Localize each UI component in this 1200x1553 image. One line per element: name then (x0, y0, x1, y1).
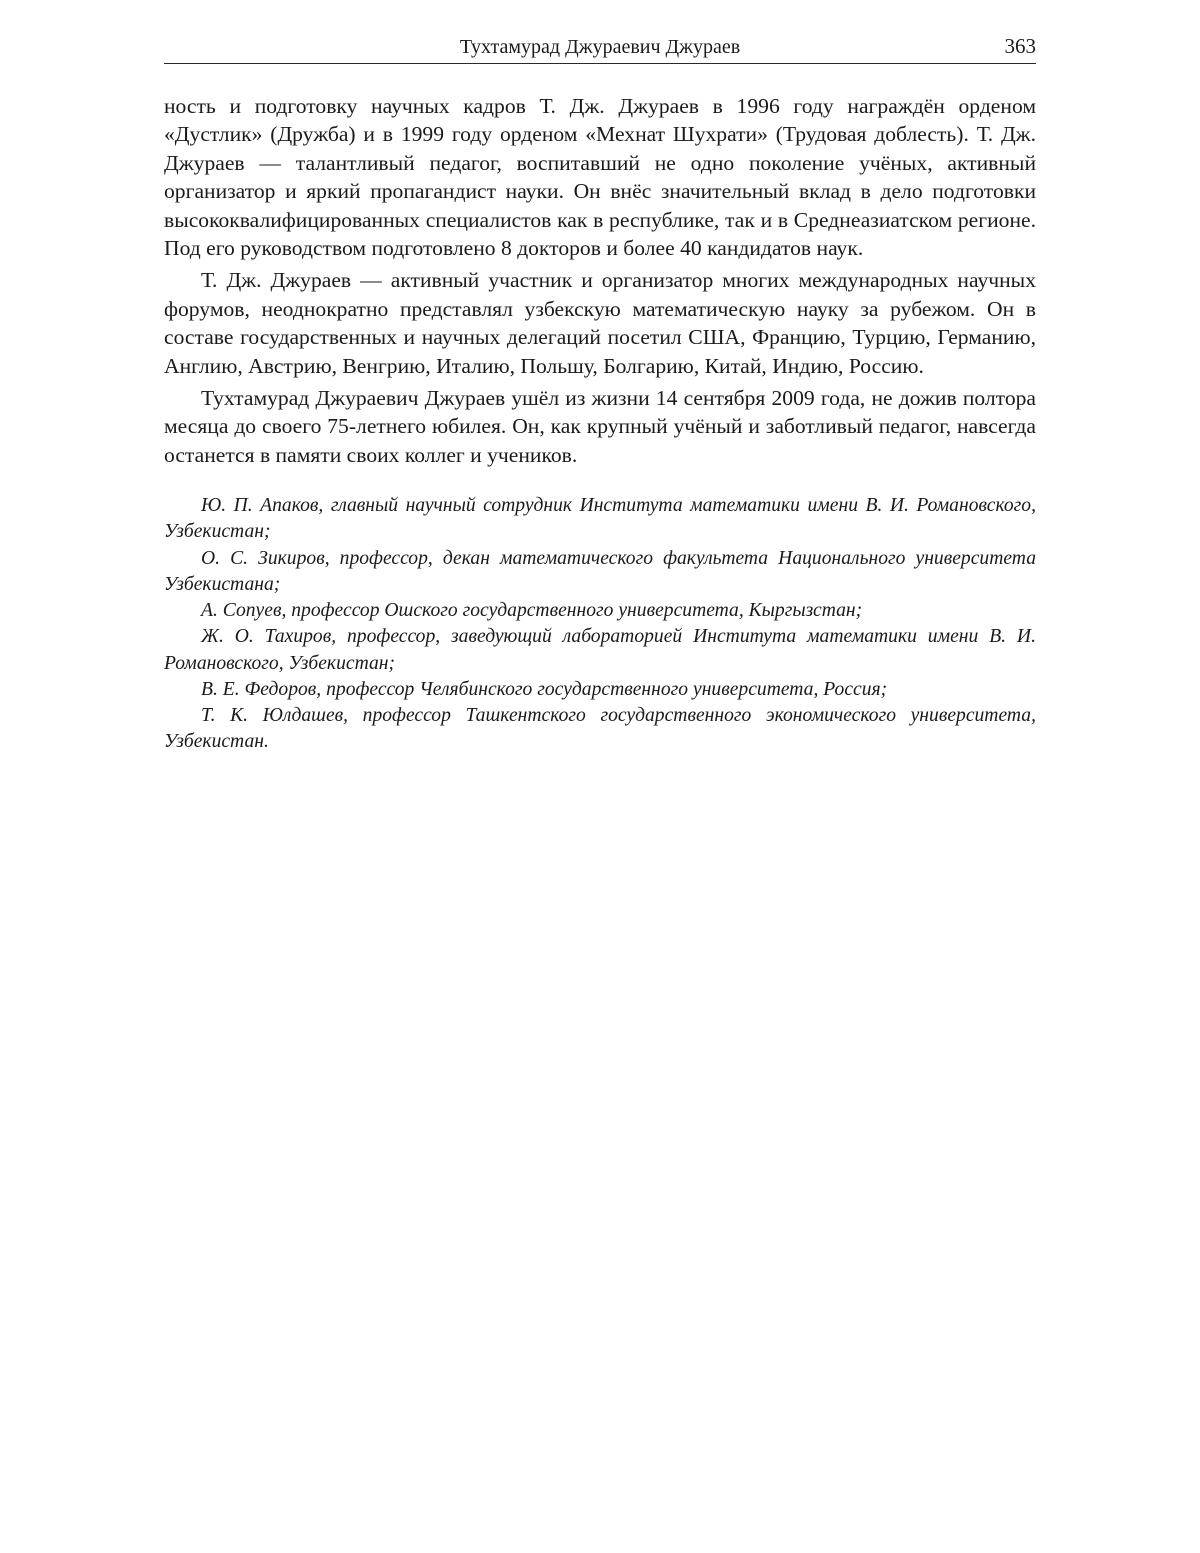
running-title: Тухтамурад Джураевич Джураев (164, 36, 1036, 59)
running-header (164, 30, 1036, 64)
paper-page (164, 30, 1036, 755)
signature-takhirov: Ж. О. Тахиров, профессор, заведующий лабораторией Института математики имени В. И. Романовского, Узбекистан; (164, 624, 1036, 676)
signature-zikirov: О. С. Зикиров, профессор, декан математического факультета Национального университета Узбекистана; (164, 546, 1036, 598)
signature-apakov: Ю. П. Апаков, главный научный сотрудник Института математики имени В. И. Романовского, Узбекистан; (164, 493, 1036, 545)
paragraph-obituary: Тухтамурад Джураевич Джураев ушёл из жизни 14 сентября 2009 года, не дожив полтора месяца до своего 75-летнего юбилея. Он, как крупный учёный и заботливый педагог, навсегда останется в памяти своих коллег и учеников. (164, 384, 1036, 469)
signature-yuldashev: Т. К. Юлдашев, профессор Ташкентского государственного экономического университета, Узбекистан. (164, 703, 1036, 755)
signature-sopuev: А. Сопуев, профессор Ошского государственного университета, Кыргызстан; (164, 598, 1036, 624)
paragraph-international-activity: Т. Дж. Джураев — активный участник и организатор многих международных научных форумов, неоднократно представлял узбекскую математическую науку за рубежом. Он в составе государственных и научных делегаций посетил США, Францию, Турцию, Германию, Англию, Австрию, Венгрию, Италию, Польшу, Болгарию, Китай, Индию, Россию. (164, 266, 1036, 380)
signature-fedorov: В. Е. Федоров, профессор Челябинского государственного университета, Россия; (164, 677, 1036, 703)
paragraph-continuation: ность и подготовку научных кадров Т. Дж. Джураев в 1996 году награждён орденом «Дустлик» (Дружба) и в 1999 году орденом «Мехнат Шухрати» (Трудовая доблесть). Т. Дж. Джураев — талантливый педагог, воспитавший не одно поколение учёных, активный организатор и яркий пропагандист науки. Он внёс значительный вклад в дело подготовки высококвалифицированных специалистов как в республике, так и в Среднеазиатском регионе. Под его руководством подготовлено 8 докторов и более 40 кандидатов наук. (164, 92, 1036, 262)
article-body (164, 92, 1036, 469)
signatures-block (164, 493, 1036, 755)
page-number: 363 (1005, 34, 1037, 59)
